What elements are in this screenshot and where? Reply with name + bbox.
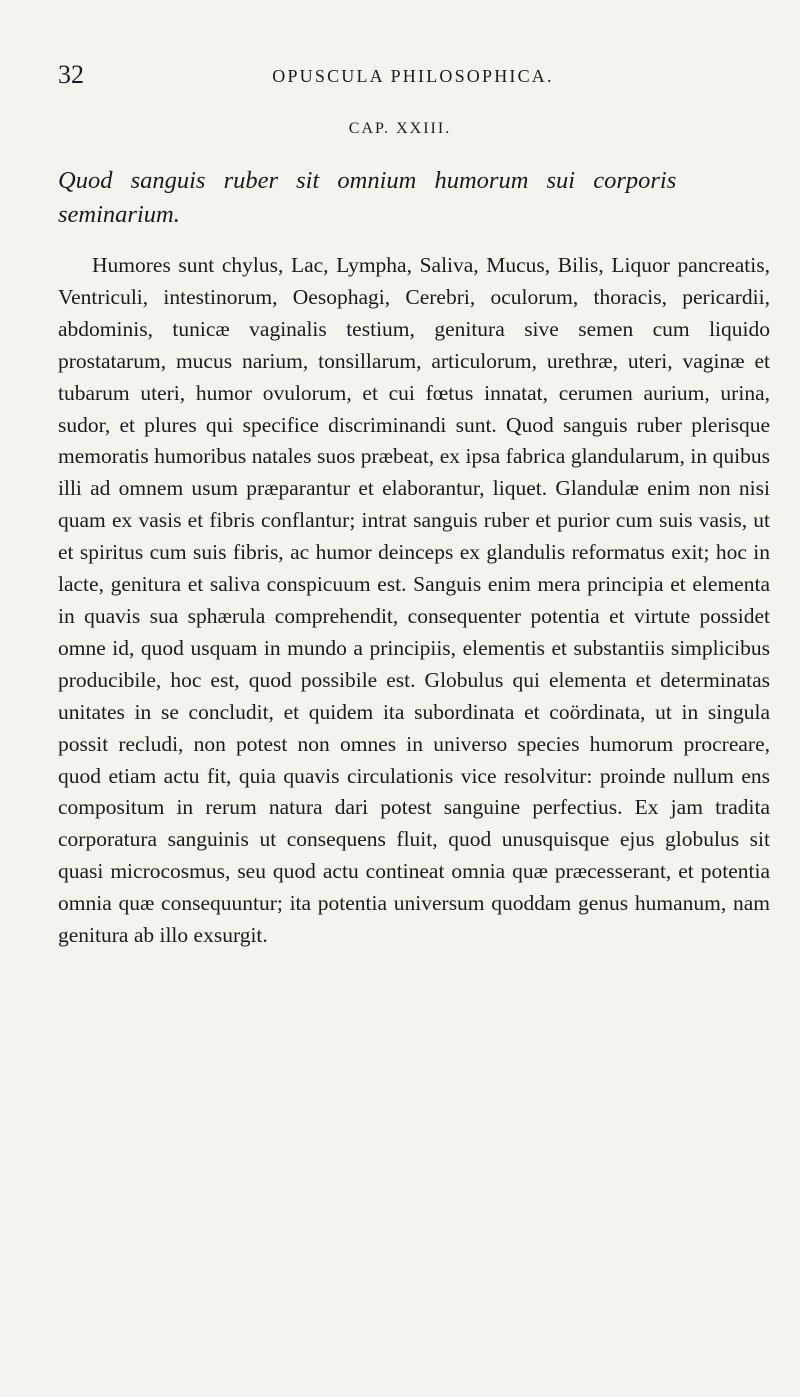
chapter-title: Quod sanguis ruber sit omnium humorum sui corporis seminarium.: [58, 167, 677, 228]
page-number: 32: [58, 60, 84, 89]
running-head: [58, 60, 768, 90]
running-title: OPUSCULA PHILOSOPHICA.: [272, 66, 554, 86]
chapter-heading: CAP. XXIII.: [348, 120, 452, 137]
body-paragraph: Humores sunt chylus, Lac, Lympha, Saliva, Mucus, Bilis, Liquor pancreatis, Ventriculi, intestinorum, Oesophagi, Cerebri, oculorum, thoracis, pericardii, abdominis, tunicæ vaginalis testium, genitura sive semen cum liquido prostatarum, mucus narium, tonsillarum, articulorum, urethræ, uteri, vaginæ et tubarum uteri, humor ovulorum, et cui fœtus innatat, cerumen aurium, urina, sudor, et plures qui specifice discriminandi sunt. Quod sanguis ruber plerisque memoratis humoribus natales suos præbeat, ex ipsa fabrica glandularum, in quibus illi ad omnem usum præparantur et elaborantur, liquet. Glandulæ enim non nisi quam ex vasis et fibris conflantur; intrat sanguis ruber et purior cum suis vasis, ut et spiritus cum suis fibris, ac humor deinceps ex glandulis reformatus exit; hoc in lacte, genitura et saliva conspicuum est. Sanguis enim mera principia et elementa in quavis sua sphærula comprehendit, consequenter potentia et virtute possidet omne id, quod usquam in mundo a principiis, elementis et substantiis simplicibus producibile, hoc est, quod possibile est. Globulus qui elementa et determinatas unitates in se concludit, et quidem ita subordinata et coördinata, ut in singula possit recludi, non potest non omnes in universo species humorum procreare, quod etiam actu fit, quia quavis circulationis vice resolvitur: proinde nullum ens compositum in rerum natura dari potest sanguine perfectius. Ex jam tradita corporatura sanguinis ut consequens fluit, quod unusquisque ejus globulus sit quasi microcosmus, seu quod actu contineat omnia quæ præcesserant, et potentia omnia quæ consequuntur; ita potentia universum quoddam genus humanum, nam genitura ab illo exsurgit.: [58, 253, 770, 948]
